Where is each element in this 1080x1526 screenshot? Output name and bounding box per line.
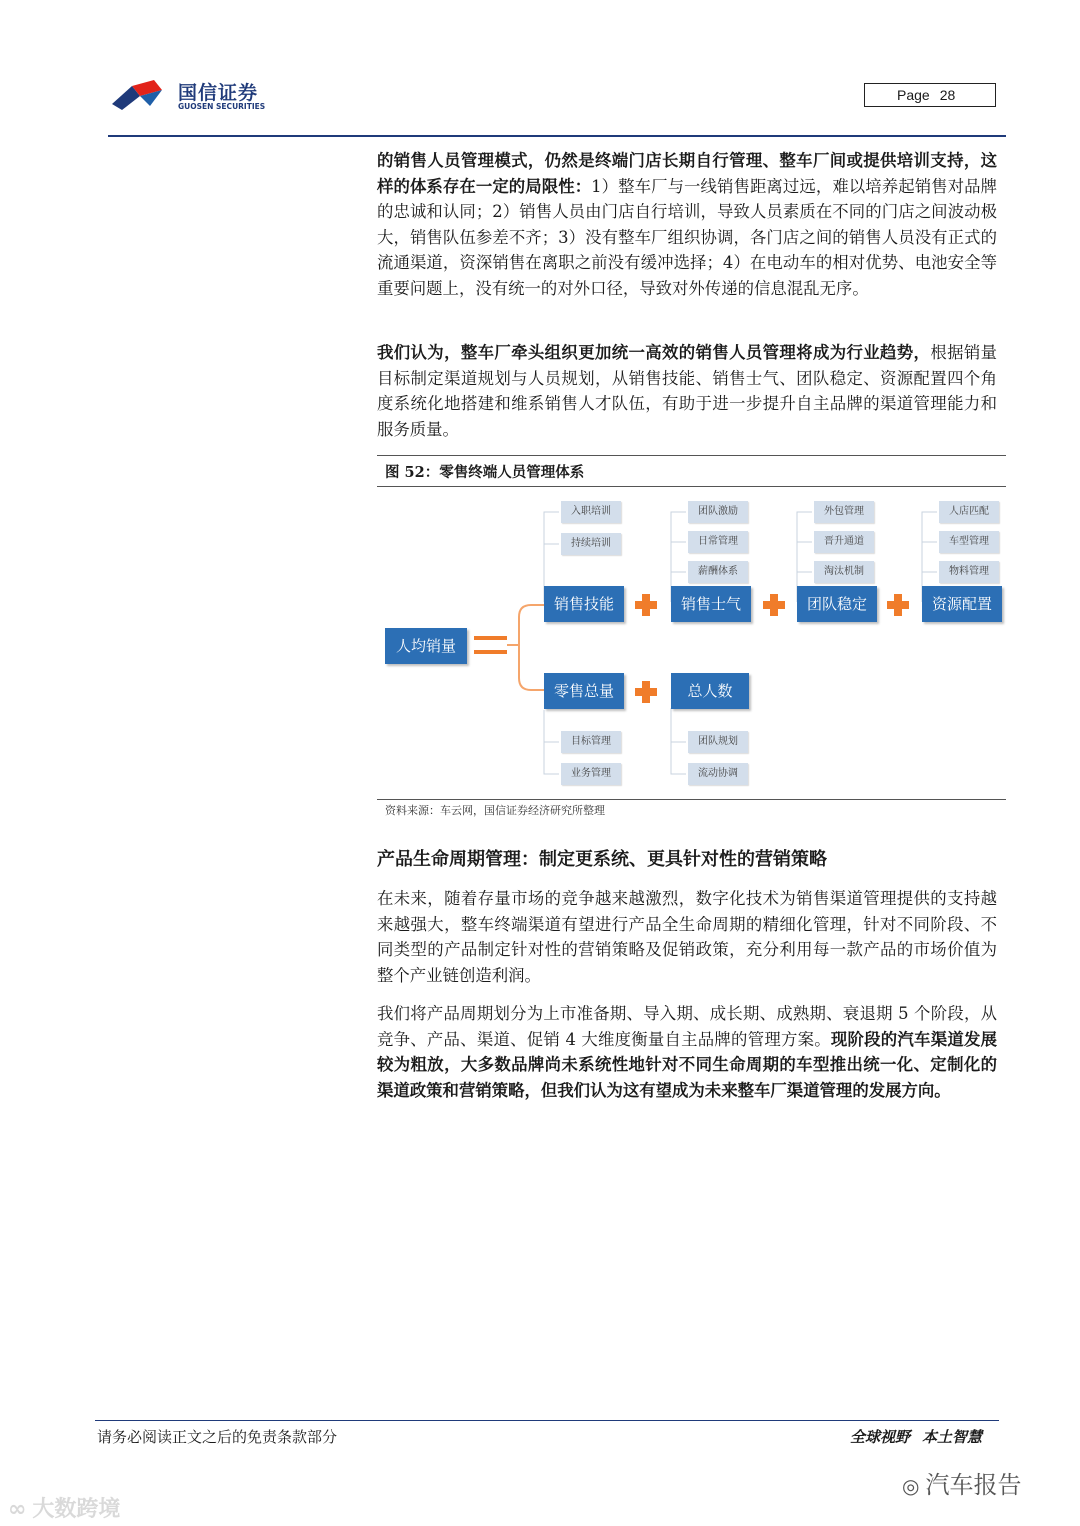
page-number-box — [864, 83, 996, 107]
section-paragraph-1: 在未来，随着存量市场的竞争越来越激烈，数字化技术为销售渠道管理提供的支持越来越强大，整车终端渠道有望进行产品全生命周期的精细化管理，针对不同阶段、不同类型的产品制定针对性的营销策略及促销政策，充分利用每一款产品的市场价值为整个产业链创造利润。 — [377, 889, 997, 985]
node-root: 人均销量 — [385, 628, 467, 664]
paragraph-2-bold: 我们认为，整车厂牵头组织更加统一高效的销售人员管理将成为行业趋势， — [377, 343, 931, 362]
tag-business-management: 业务管理 — [561, 763, 621, 785]
plus-icon — [635, 594, 657, 616]
tag-continuous-training: 持续培训 — [561, 533, 621, 555]
plus-icon — [763, 594, 785, 616]
paragraph-1-text: 1）整车厂与一线销售距离过远，难以培养起销售对品牌的忠诚和认同；2）销售人员由门店自行培训，导致人员素质在不同的门店之间波动极大，销售队伍参差不齐；3）没有整车厂组织协调，各门店之间的销售人员没有正式的流通渠道，资深销售在离职之前没有缓冲选择；4）在电动车的相对优势、电池安全等重要问题上，没有统一的对外口径，导致对外传递的信息混乱无序。 — [377, 176, 997, 298]
tag-outsourcing-management: 外包管理 — [814, 501, 874, 523]
watermark-right — [902, 1465, 1021, 1500]
watermark-left-text: 大数跨境 — [32, 1497, 121, 1522]
footer-slogan-1: 全球视野 — [850, 1428, 911, 1446]
node-resource-allocation: 资源配置 — [922, 586, 1002, 622]
company-logo — [110, 76, 310, 116]
paragraph-1-bold: 的销售人员管理模式，仍然是终端门店长期自行管理、整车厂间或提供培训支持，这样的体系存在一定的局限性： — [377, 151, 997, 196]
tag-team-incentive: 团队激励 — [688, 501, 748, 523]
section-paragraph-2-text: 我们将产品周期划分为上市准备期、导入期、成长期、成熟期、衰退期 5 个阶段，从竞争、产品、渠道、促销 4 大维度衡量自主品牌的管理方案。 — [377, 1004, 997, 1049]
node-retail-total: 零售总量 — [544, 673, 624, 709]
footer-disclaimer: 请务必阅读正文之后的免责条款部分 — [97, 1428, 338, 1446]
section-paragraph-2-bold: 现阶段的汽车渠道发展较为粗放，大多数品牌尚未系统性地针对不同生命周期的车型推出统一化、定制化的渠道政策和营销策略，但我们认为这有望成为未来整车厂渠道管理的发展方向。 — [377, 1029, 997, 1100]
footer-slogan — [850, 1426, 982, 1447]
figure-top-rule — [377, 455, 1006, 456]
logo-mark-icon — [110, 76, 176, 116]
section-heading: 产品生命周期管理：制定更系统、更具针对性的营销策略 — [377, 849, 827, 870]
management-system-diagram — [377, 490, 1006, 796]
tag-compensation-system: 薪酬体系 — [688, 561, 748, 583]
logo-text-en: GUOSEN SECURITIES — [178, 102, 266, 111]
figure-source: 资料来源：车云网，国信证券经济研究所整理 — [385, 804, 605, 817]
section-paragraph-2 — [377, 1001, 997, 1103]
paragraph-1 — [377, 148, 997, 301]
watermark-left — [8, 1492, 120, 1523]
paragraph-2-text: 根据销量目标制定渠道规划与人员规划，从销售技能、销售士气、团队稳定、资源配置四个角度系统化地搭建和维系销售人才队伍，有助于进一步提升自主品牌的渠道管理能力和服务质量。 — [377, 343, 998, 439]
watermark-logo-icon: ∞ — [8, 1497, 27, 1522]
tag-model-management: 车型管理 — [939, 531, 999, 553]
header-rule — [108, 135, 1006, 137]
tag-elimination-mechanism: 淘汰机制 — [814, 561, 874, 583]
plus-icon — [635, 681, 657, 703]
logo-text-cn: 国信证券 — [178, 82, 259, 104]
tag-promotion-channel: 晋升通道 — [814, 531, 874, 553]
figure-title-rule — [377, 486, 1006, 487]
plus-icon — [887, 594, 909, 616]
tag-staff-store-matching: 人店匹配 — [939, 501, 999, 523]
tag-team-planning: 团队规划 — [688, 731, 748, 753]
node-sales-skill: 销售技能 — [544, 586, 624, 622]
tag-materials-management: 物料管理 — [939, 561, 999, 583]
footer-slogan-2: 本土智慧 — [922, 1428, 983, 1446]
tag-daily-management: 日常管理 — [688, 531, 748, 553]
figure-title: 图 52：零售终端人员管理体系 — [385, 464, 585, 481]
node-sales-morale: 销售士气 — [671, 586, 751, 622]
wechat-icon: ◎ — [902, 1474, 920, 1498]
page-number: 28 — [939, 87, 956, 103]
node-team-stability: 团队稳定 — [797, 586, 877, 622]
page-label: Page — [897, 87, 930, 103]
footer-rule — [95, 1420, 999, 1421]
watermark-right-text: 汽车报告 — [925, 1471, 1022, 1499]
node-total-headcount: 总人数 — [671, 673, 749, 709]
tag-mobility-coordination: 流动协调 — [688, 763, 748, 785]
paragraph-2 — [377, 340, 997, 442]
figure-bottom-rule — [377, 799, 1006, 800]
tag-target-management: 目标管理 — [561, 731, 621, 753]
tag-onboarding-training: 入职培训 — [561, 501, 621, 523]
